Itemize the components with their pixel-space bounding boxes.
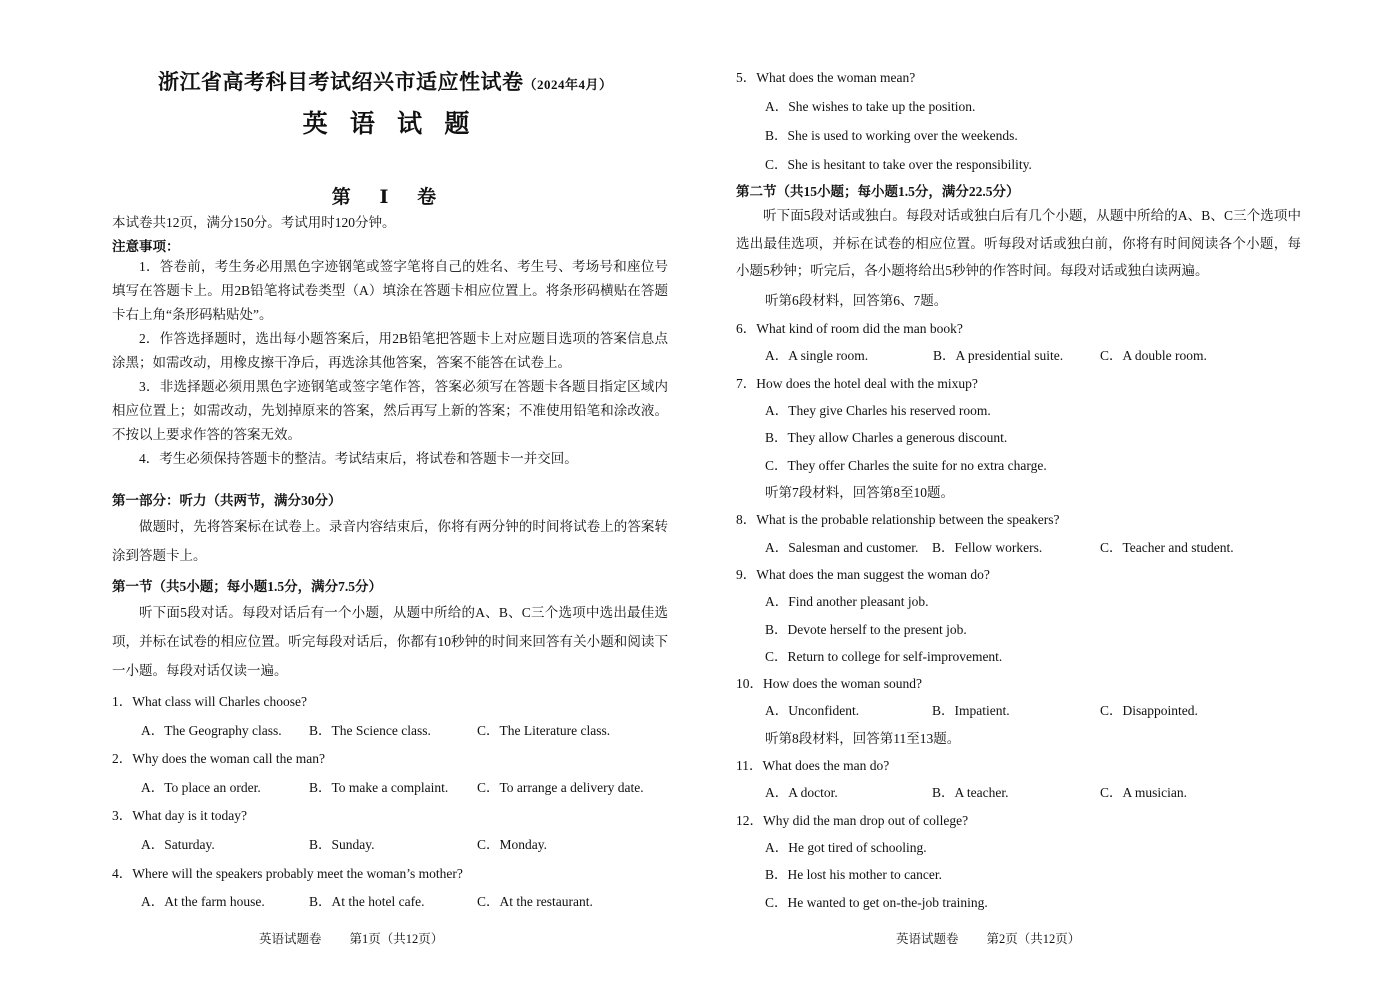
option-b: B．He lost his mother to cancer. xyxy=(765,867,942,882)
option-a: A．Salesman and customer. xyxy=(765,540,919,555)
footer-page-number: 第2页（共12页） xyxy=(986,932,1081,946)
option-b: B．Impatient. xyxy=(932,703,1010,718)
option-a: A．A single room. xyxy=(765,348,869,363)
option-a: A．He got tired of schooling. xyxy=(765,840,927,855)
option-b: B．A presidential suite. xyxy=(933,348,1064,363)
material-8-note: 听第8段材料，回答第11至13题。 xyxy=(765,731,961,746)
exam-date: （2024年4月） xyxy=(523,77,613,92)
notice-heading: 注意事项： xyxy=(112,239,180,254)
page-footer xyxy=(896,929,1080,947)
question-6: 6．What kind of room did the man book? xyxy=(736,321,963,336)
option-c: C．A double room. xyxy=(1100,348,1207,363)
option-b: B．The Science class. xyxy=(309,723,431,738)
section2-heading: 第二节（共15小题；每小题1.5分，满分22.5分） xyxy=(736,184,1020,199)
question-10: 10．How does the woman sound? xyxy=(736,676,922,691)
option-b: B．Sunday. xyxy=(309,837,375,852)
option-a: A．Saturday. xyxy=(141,837,215,852)
option-c: C．A musician. xyxy=(1100,785,1187,800)
exam-intro: 本试卷共12页，满分150分。考试用时120分钟。 xyxy=(112,215,396,230)
option-c: C．To arrange a delivery date. xyxy=(477,780,644,795)
footer-page-number: 第1页（共12页） xyxy=(349,932,444,946)
option-b: B．To make a complaint. xyxy=(309,780,449,795)
notice-item: 3．非选择题必须用黑色字迹钢笔或签字笔作答，答案必须写在答题卡各题目指定区域内相应位置上；如需改动，先划掉原来的答案，然后再写上新的答案；不准使用铅笔和涂改液。不按以上要求作答的答案无效。 xyxy=(112,379,668,442)
part1-instructions: 做题时，先将答案标在试卷上。录音内容结束后，你将有两分钟的时间将试卷上的答案转涂到答题卡上。 xyxy=(112,519,668,563)
footer-label: 英语试题卷 xyxy=(896,932,959,946)
subject-title: 英 语 试 题 xyxy=(302,111,478,138)
option-c: C．Teacher and student. xyxy=(1100,540,1234,555)
option-b: B．Devote herself to the present job. xyxy=(765,622,967,637)
question-9: 9．What does the man suggest the woman do? xyxy=(736,567,990,582)
option-b: B．Fellow workers. xyxy=(932,540,1043,555)
page-2 xyxy=(736,0,1306,983)
question-12: 12．Why did the man drop out of college? xyxy=(736,813,969,828)
page-footer xyxy=(259,929,443,947)
volume-title: 第 Ⅰ 卷 xyxy=(331,187,449,208)
option-a: A．She wishes to take up the position. xyxy=(765,99,976,114)
question-2: 2．Why does the woman call the man? xyxy=(112,751,325,766)
section2-instructions: 听下面5段对话或独白。每段对话或独白后有几个小题，从题中所给的A、B、C三个选项中选出最佳选项，并标在试卷的相应位置。听每段对话或独白前，你将有时间阅读各个小题，每小题5秒钟；听完后，各小题将给出5秒钟的作答时间。每段对话或独白读两遍。 xyxy=(736,208,1301,278)
option-a: A．Unconfident. xyxy=(765,703,860,718)
option-a: A．The Geography class. xyxy=(141,723,282,738)
part1-heading: 第一部分：听力（共两节，满分30分） xyxy=(112,493,342,508)
question-11: 11．What does the man do? xyxy=(736,758,890,773)
notice-item: 2．作答选择题时，选出每小题答案后，用2B铅笔把答题卡上对应题目选项的答案信息点涂黑；如需改动，用橡皮擦干净后，再选涂其他答案，答案不能答在试卷上。 xyxy=(112,331,668,370)
option-c: C．Monday. xyxy=(477,837,547,852)
material-7-note: 听第7段材料，回答第8至10题。 xyxy=(765,485,954,500)
option-c: C．The Literature class. xyxy=(477,723,611,738)
question-4: 4．Where will the speakers probably meet the woman’s mother? xyxy=(112,866,463,881)
option-c: C．Disappointed. xyxy=(1100,703,1198,718)
material-6-note: 听第6段材料，回答第6、7题。 xyxy=(765,293,948,308)
question-1: 1．What class will Charles choose? xyxy=(112,694,307,709)
option-a: A．To place an order. xyxy=(141,780,261,795)
footer-label: 英语试题卷 xyxy=(259,932,322,946)
section1-heading: 第一节（共5小题；每小题1.5分，满分7.5分） xyxy=(112,579,382,594)
option-c: C．At the restaurant. xyxy=(477,894,593,909)
question-5: 5．What does the woman mean? xyxy=(736,70,916,85)
notice-item: 1．答卷前，考生务必用黑色字迹钢笔或签字笔将自己的姓名、考生号、考场号和座位号填写在答题卡上。用2B铅笔将试卷类型（A）填涂在答题卡相应位置上。将条形码横贴在答题卡右上角“条形码粘贴处”。 xyxy=(112,259,668,322)
exam-title-text: 浙江省高考科目考试绍兴市适应性试卷 xyxy=(158,70,524,94)
option-b: B．She is used to working over the weekends. xyxy=(765,128,1018,143)
option-a: A．Find another pleasant job. xyxy=(765,594,929,609)
section1-instructions: 听下面5段对话。每段对话后有一个小题，从题中所给的A、B、C三个选项中选出最佳选项，并标在试卷的相应位置。听完每段对话后，你都有10秒钟的时间来回答有关小题和阅读下一小题。每段对话仅读一遍。 xyxy=(112,605,668,678)
question-3: 3．What day is it today? xyxy=(112,808,247,823)
exam-title xyxy=(158,66,613,96)
option-a: A．At the farm house. xyxy=(141,894,265,909)
option-a: A．They give Charles his reserved room. xyxy=(765,403,991,418)
question-8: 8．What is the probable relationship between the speakers? xyxy=(736,512,1060,527)
option-b: B．At the hotel cafe. xyxy=(309,894,425,909)
page-1 xyxy=(112,0,668,983)
notice-item: 4．考生必须保持答题卡的整洁。考试结束后，将试卷和答题卡一并交回。 xyxy=(139,451,578,466)
option-c: C．They offer Charles the suite for no extra charge. xyxy=(765,458,1047,473)
option-b: B．They allow Charles a generous discount. xyxy=(765,430,1008,445)
option-b: B．A teacher. xyxy=(932,785,1009,800)
option-c: C．Return to college for self-improvement. xyxy=(765,649,1003,664)
option-c: C．He wanted to get on-the-job training. xyxy=(765,895,988,910)
option-a: A．A doctor. xyxy=(765,785,838,800)
question-7: 7．How does the hotel deal with the mixup? xyxy=(736,376,978,391)
option-c: C．She is hesitant to take over the responsibility. xyxy=(765,157,1032,172)
